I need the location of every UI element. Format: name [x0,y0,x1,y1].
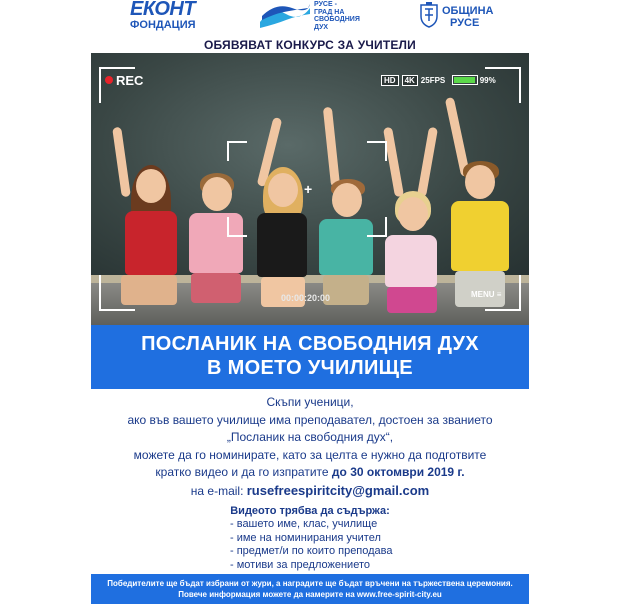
classroom-photo [91,53,529,325]
list-item: - име на номинирания учител [230,531,381,544]
res-badge: 4K [402,75,418,86]
footer-line1: Победителите ще бъдат избрани от жури, а наградите ще бъдат връчени на тържествена церемония. [107,579,513,588]
deadline-line [80,464,540,482]
battery-icon [452,75,478,85]
crosshair-icon: + [304,181,313,197]
title-banner [91,325,529,389]
list-item: - вашето име, клас, училище [230,518,378,530]
ruse-logo-line: ГРАД НА [314,8,345,16]
viewfinder-corner [99,275,135,311]
header [0,0,620,36]
record-dot-icon [105,76,113,84]
body-line: „Посланик на свободния дух“, [226,430,394,444]
camera-specs [381,75,496,86]
ruse-wave-icon [258,2,312,30]
ruse-free-spirit-logo [258,0,368,32]
child-figure [379,117,443,317]
rec-label: REC [116,73,144,88]
ruse-logo-line: ДУХ [314,23,329,31]
list-item: - предмет/и по които преподава [230,545,393,557]
footer-website-link[interactable]: Повече информация можете да намерите на www.free-spirit-city.eu [178,590,442,599]
econt-sub: ФОНДАЦИЯ [130,19,196,31]
battery-fill [454,77,476,83]
obshtina-line1: ОБЩИНА [442,5,494,17]
ruse-logo-text [314,1,360,31]
coat-of-arms-icon [420,2,438,28]
menu-label: MENU ≡ [471,290,502,299]
email-prefix: на e-mail: [190,483,247,498]
list-item: - мотиви за предложението [230,558,370,571]
fps-label: 25FPS [420,76,446,85]
timecode: 00:00:20:00 [281,293,331,303]
deadline-date: до 30 октомври 2019 г. [331,465,465,479]
hd-badge: HD [381,75,399,86]
body-line: можете да го номинирате, като за целта е нужно да подготвите [133,447,487,462]
requirements-list [230,518,470,572]
obshtina-line2: РУСЕ [450,17,480,29]
greeting: Скъпи ученици, [266,395,354,409]
invitation-text [80,394,540,500]
requirements-title: Видеото трябва да съдържа: [230,505,390,517]
contact-email-link[interactable]: rusefreespiritcity@gmail.com [246,482,430,498]
banner-line1: ПОСЛАНИК НА СВОБОДНИЯ ДУХ [141,333,479,355]
econt-logo [130,0,210,31]
body-line: ако във вашето училище има преподавател, достоен за званието [127,412,493,427]
banner-line2: В МОЕТО УЧИЛИЩЕ [207,357,413,379]
announcement-heading: ОБЯВЯВАТ КОНКУРС ЗА УЧИТЕЛИ [203,38,416,52]
footer-banner [91,574,529,604]
ruse-logo-line: СВОБОДНИЯ [314,16,360,23]
email-line [80,482,540,501]
battery-percent: 99% [479,76,496,85]
econt-brand: ЕКОНТ [130,0,196,20]
video-requirements [0,505,620,571]
deadline-prefix: кратко видео и да го изпратите [155,465,332,479]
rec-indicator [105,73,143,88]
obshtina-ruse-logo [420,2,520,32]
ruse-logo-line: РУСЕ - [314,1,337,8]
